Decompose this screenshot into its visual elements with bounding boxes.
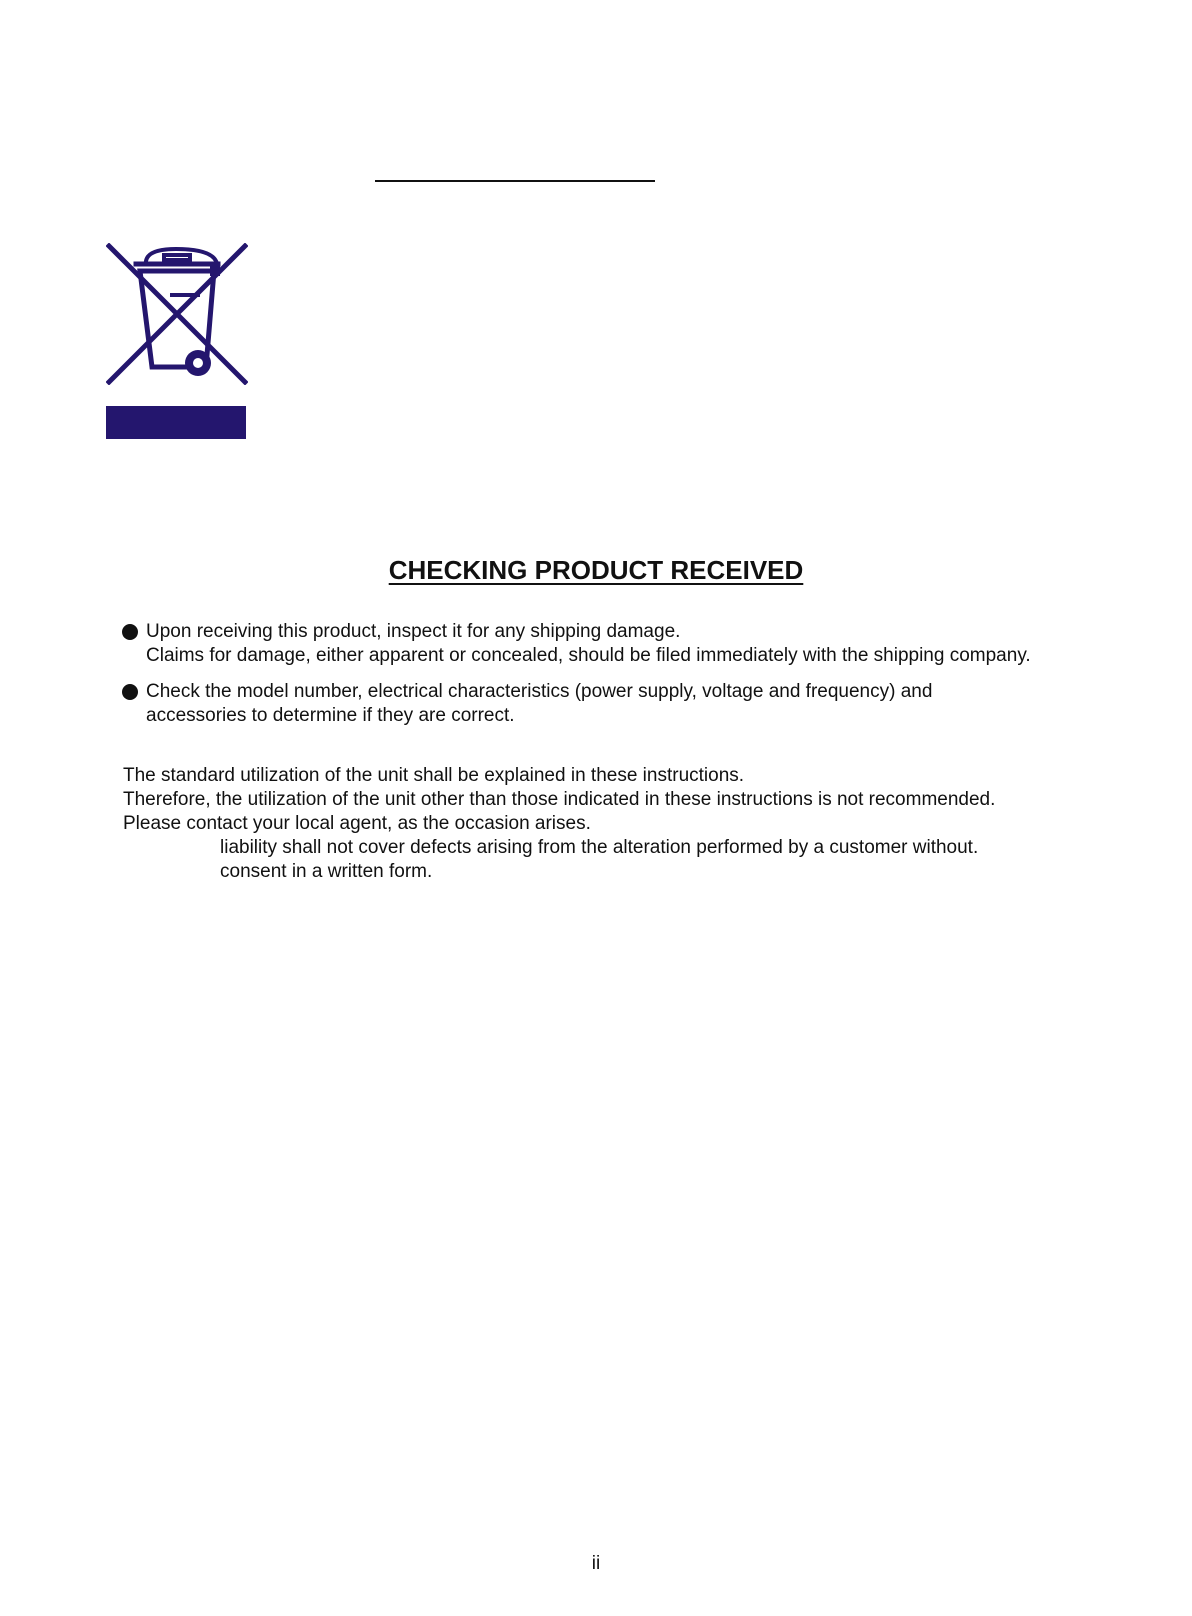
bullet-icon bbox=[122, 684, 138, 700]
paragraph-line: The standard utilization of the unit shall be explained in these instructions. bbox=[123, 765, 745, 786]
paragraph-line-indented: liability shall not cover defects arising from the alteration performed by a customer without. bbox=[220, 837, 979, 858]
list-item bbox=[122, 680, 1122, 728]
top-rule bbox=[375, 180, 655, 182]
paragraph-line-indented: consent in a written form. bbox=[220, 861, 433, 882]
list-item-line: Upon receiving this product, inspect it for any shipping damage. bbox=[146, 621, 681, 642]
section-title-text: CHECKING PRODUCT RECEIVED bbox=[388, 555, 804, 585]
paragraph-line: Please contact your local agent, as the occasion arises. bbox=[123, 813, 591, 834]
utilization-paragraph bbox=[123, 764, 1123, 884]
list-item bbox=[122, 620, 1122, 668]
checking-list bbox=[122, 620, 1122, 740]
list-item-line: accessories to determine if they are correct. bbox=[146, 705, 515, 726]
section-title bbox=[0, 555, 1192, 586]
crossed-out-wheelie-bin-icon bbox=[106, 243, 248, 385]
paragraph-line: Therefore, the utilization of the unit other than those indicated in these instructions is not recommended. bbox=[123, 789, 996, 810]
list-item-line: Claims for damage, either apparent or concealed, should be filed immediately with the shipping company. bbox=[146, 645, 1031, 666]
page-number: ii bbox=[591, 1553, 601, 1574]
bullet-icon bbox=[122, 624, 138, 640]
list-item-line: Check the model number, electrical characteristics (power supply, voltage and frequency) and bbox=[146, 681, 933, 702]
weee-bar bbox=[106, 406, 246, 439]
